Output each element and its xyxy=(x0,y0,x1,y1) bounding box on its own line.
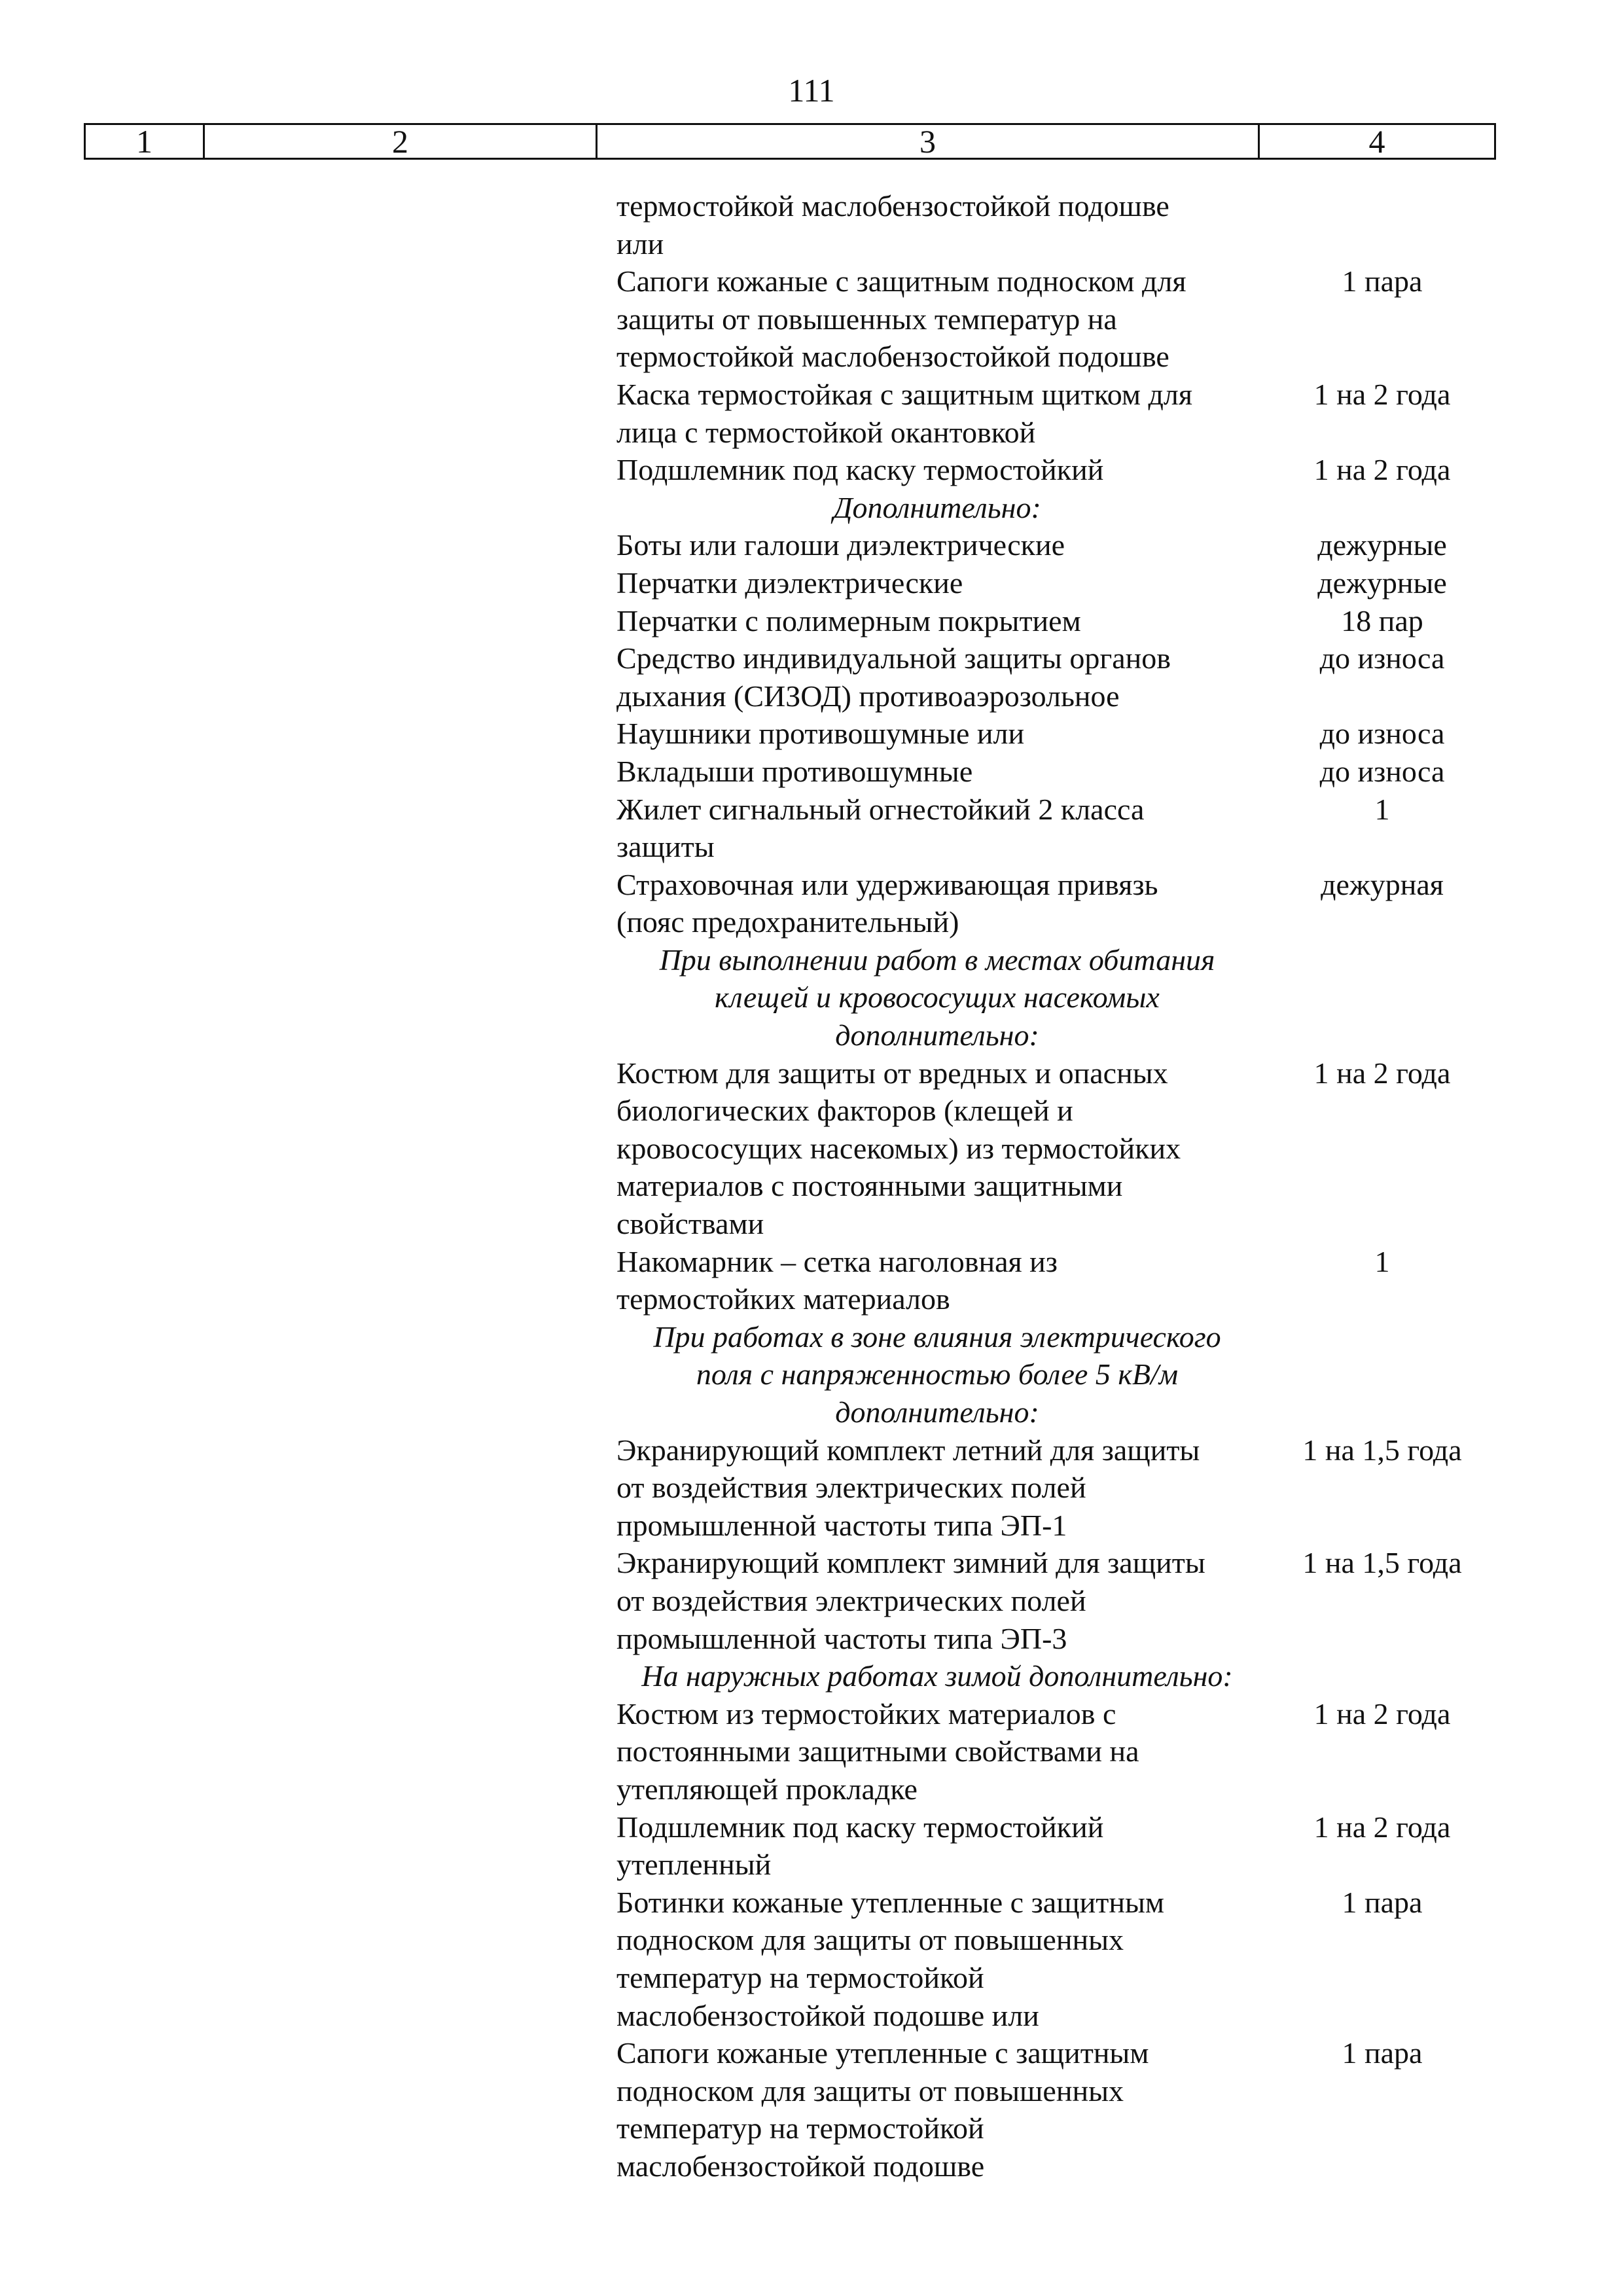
column-header-4: 4 xyxy=(1368,123,1385,160)
column-header-table xyxy=(84,123,1496,160)
column-header-1: 1 xyxy=(86,125,205,158)
item-name: Костюм из термостойких материалов с постоянными защитными свойствами на утепляющей прокладке xyxy=(616,1696,1139,1806)
item-quantity: 1 на 2 года xyxy=(1313,1810,1451,1844)
section-heading: Дополнительно: xyxy=(833,490,1041,524)
item-quantity: 18 пар xyxy=(1341,603,1423,637)
table-row xyxy=(0,1054,1623,1243)
column-header-2: 2 xyxy=(205,125,597,158)
table-row xyxy=(0,2034,1623,2185)
table-row xyxy=(0,262,1623,376)
item-name: Экранирующий комплект зимний для защиты от воздействия электрических полей промышленной частоты типа ЭП-3 xyxy=(616,1546,1205,1655)
table-row xyxy=(0,1431,1623,1545)
table-row xyxy=(0,1808,1623,1884)
item-name: Накомарник – сетка наголовная из термостойких материалов xyxy=(616,1244,1058,1316)
item-name: Подшлемник под каску термостойкий утепленный xyxy=(616,1810,1104,1882)
item-name: Ботинки кожаные утепленные с защитным подноском для защиты от повышенных температур на термостойкой маслобензостойкой подошве или xyxy=(616,1885,1164,2032)
table-row xyxy=(0,1243,1623,1318)
item-name: Перчатки с полимерным покрытием xyxy=(616,603,1081,637)
item-quantity: до износа xyxy=(1319,641,1445,675)
item-quantity: 1 xyxy=(1374,1244,1390,1278)
table-row xyxy=(0,187,1623,262)
item-name: Средство индивидуальной защиты органов дыхания (СИЗОД) противоаэрозольное xyxy=(616,641,1171,713)
item-name: Вкладыши противошумные xyxy=(616,754,973,788)
item-name: Экранирующий комплект летний для защиты от воздействия электрических полей промышленной частоты типа ЭП-1 xyxy=(616,1433,1200,1542)
item-name: Жилет сигнальный огнестойкий 2 класса защиты xyxy=(616,792,1145,864)
table-row xyxy=(0,715,1623,753)
table-row xyxy=(0,1695,1623,1808)
item-quantity: 1 пара xyxy=(1342,2036,1423,2070)
item-name: термостойкой маслобензостойкой подошве или xyxy=(616,189,1169,260)
item-quantity: 1 на 1,5 года xyxy=(1302,1546,1462,1580)
item-name: Костюм для защиты от вредных и опасных биологических факторов (клещей и кровососущих насекомых) из термостойких материалов с постоянными защитными свойствами xyxy=(616,1056,1181,1241)
item-quantity: 1 пара xyxy=(1342,264,1423,298)
page-number: 111 xyxy=(788,72,835,109)
table-row xyxy=(0,526,1623,564)
table-row xyxy=(0,1544,1623,1657)
table-row xyxy=(0,376,1623,451)
table-row xyxy=(0,451,1623,489)
section-heading: При работах в зоне влияния электрического поля с напряженностью более 5 кВ/м дополнительно: xyxy=(653,1319,1221,1429)
table-row xyxy=(0,602,1623,640)
table-row xyxy=(0,866,1623,941)
item-quantity: до износа xyxy=(1319,754,1445,788)
table-row xyxy=(0,639,1623,715)
item-quantity xyxy=(1271,187,1493,262)
section-heading: При выполнении работ в местах обитания клещей и кровососущих насекомых дополнительно: xyxy=(659,942,1215,1052)
item-name: Перчатки диэлектрические xyxy=(616,565,963,600)
item-quantity: 1 xyxy=(1374,792,1390,826)
item-quantity: 1 пара xyxy=(1342,1885,1423,1919)
item-quantity: 1 на 2 года xyxy=(1313,377,1451,411)
item-name: Каска термостойкая с защитным щитком для лица с термостойкой окантовкой xyxy=(616,377,1192,449)
item-name: Сапоги кожаные с защитным подноском для защиты от повышенных температур на термостойкой маслобензостойкой подошве xyxy=(616,264,1186,374)
item-quantity: 1 на 2 года xyxy=(1313,1056,1451,1090)
item-name: Наушники противошумные или xyxy=(616,717,1025,751)
table-row xyxy=(0,1884,1623,2034)
table-row xyxy=(0,753,1623,791)
item-quantity: 1 на 1,5 года xyxy=(1302,1433,1462,1467)
item-quantity: 1 на 2 года xyxy=(1313,453,1451,487)
section-heading: На наружных работах зимой дополнительно: xyxy=(641,1659,1233,1693)
item-quantity: до износа xyxy=(1319,717,1445,751)
item-quantity: дежурные xyxy=(1317,528,1447,562)
table-row xyxy=(0,791,1623,866)
column-header-3: 3 xyxy=(597,125,1260,158)
item-quantity: 1 на 2 года xyxy=(1313,1696,1451,1731)
item-name: Сапоги кожаные утепленные с защитным подноском для защиты от повышенных температур на термостойкой маслобензостойкой подошве xyxy=(616,2036,1149,2183)
item-name: Подшлемник под каску термостойкий xyxy=(616,453,1104,487)
item-name: Страховочная или удерживающая привязь (пояс предохранительный) xyxy=(616,867,1158,939)
item-quantity: дежурная xyxy=(1321,867,1444,901)
item-quantity: дежурные xyxy=(1317,565,1447,600)
table-row xyxy=(0,564,1623,602)
item-name: Боты или галоши диэлектрические xyxy=(616,528,1065,562)
equipment-list xyxy=(0,187,1623,2185)
